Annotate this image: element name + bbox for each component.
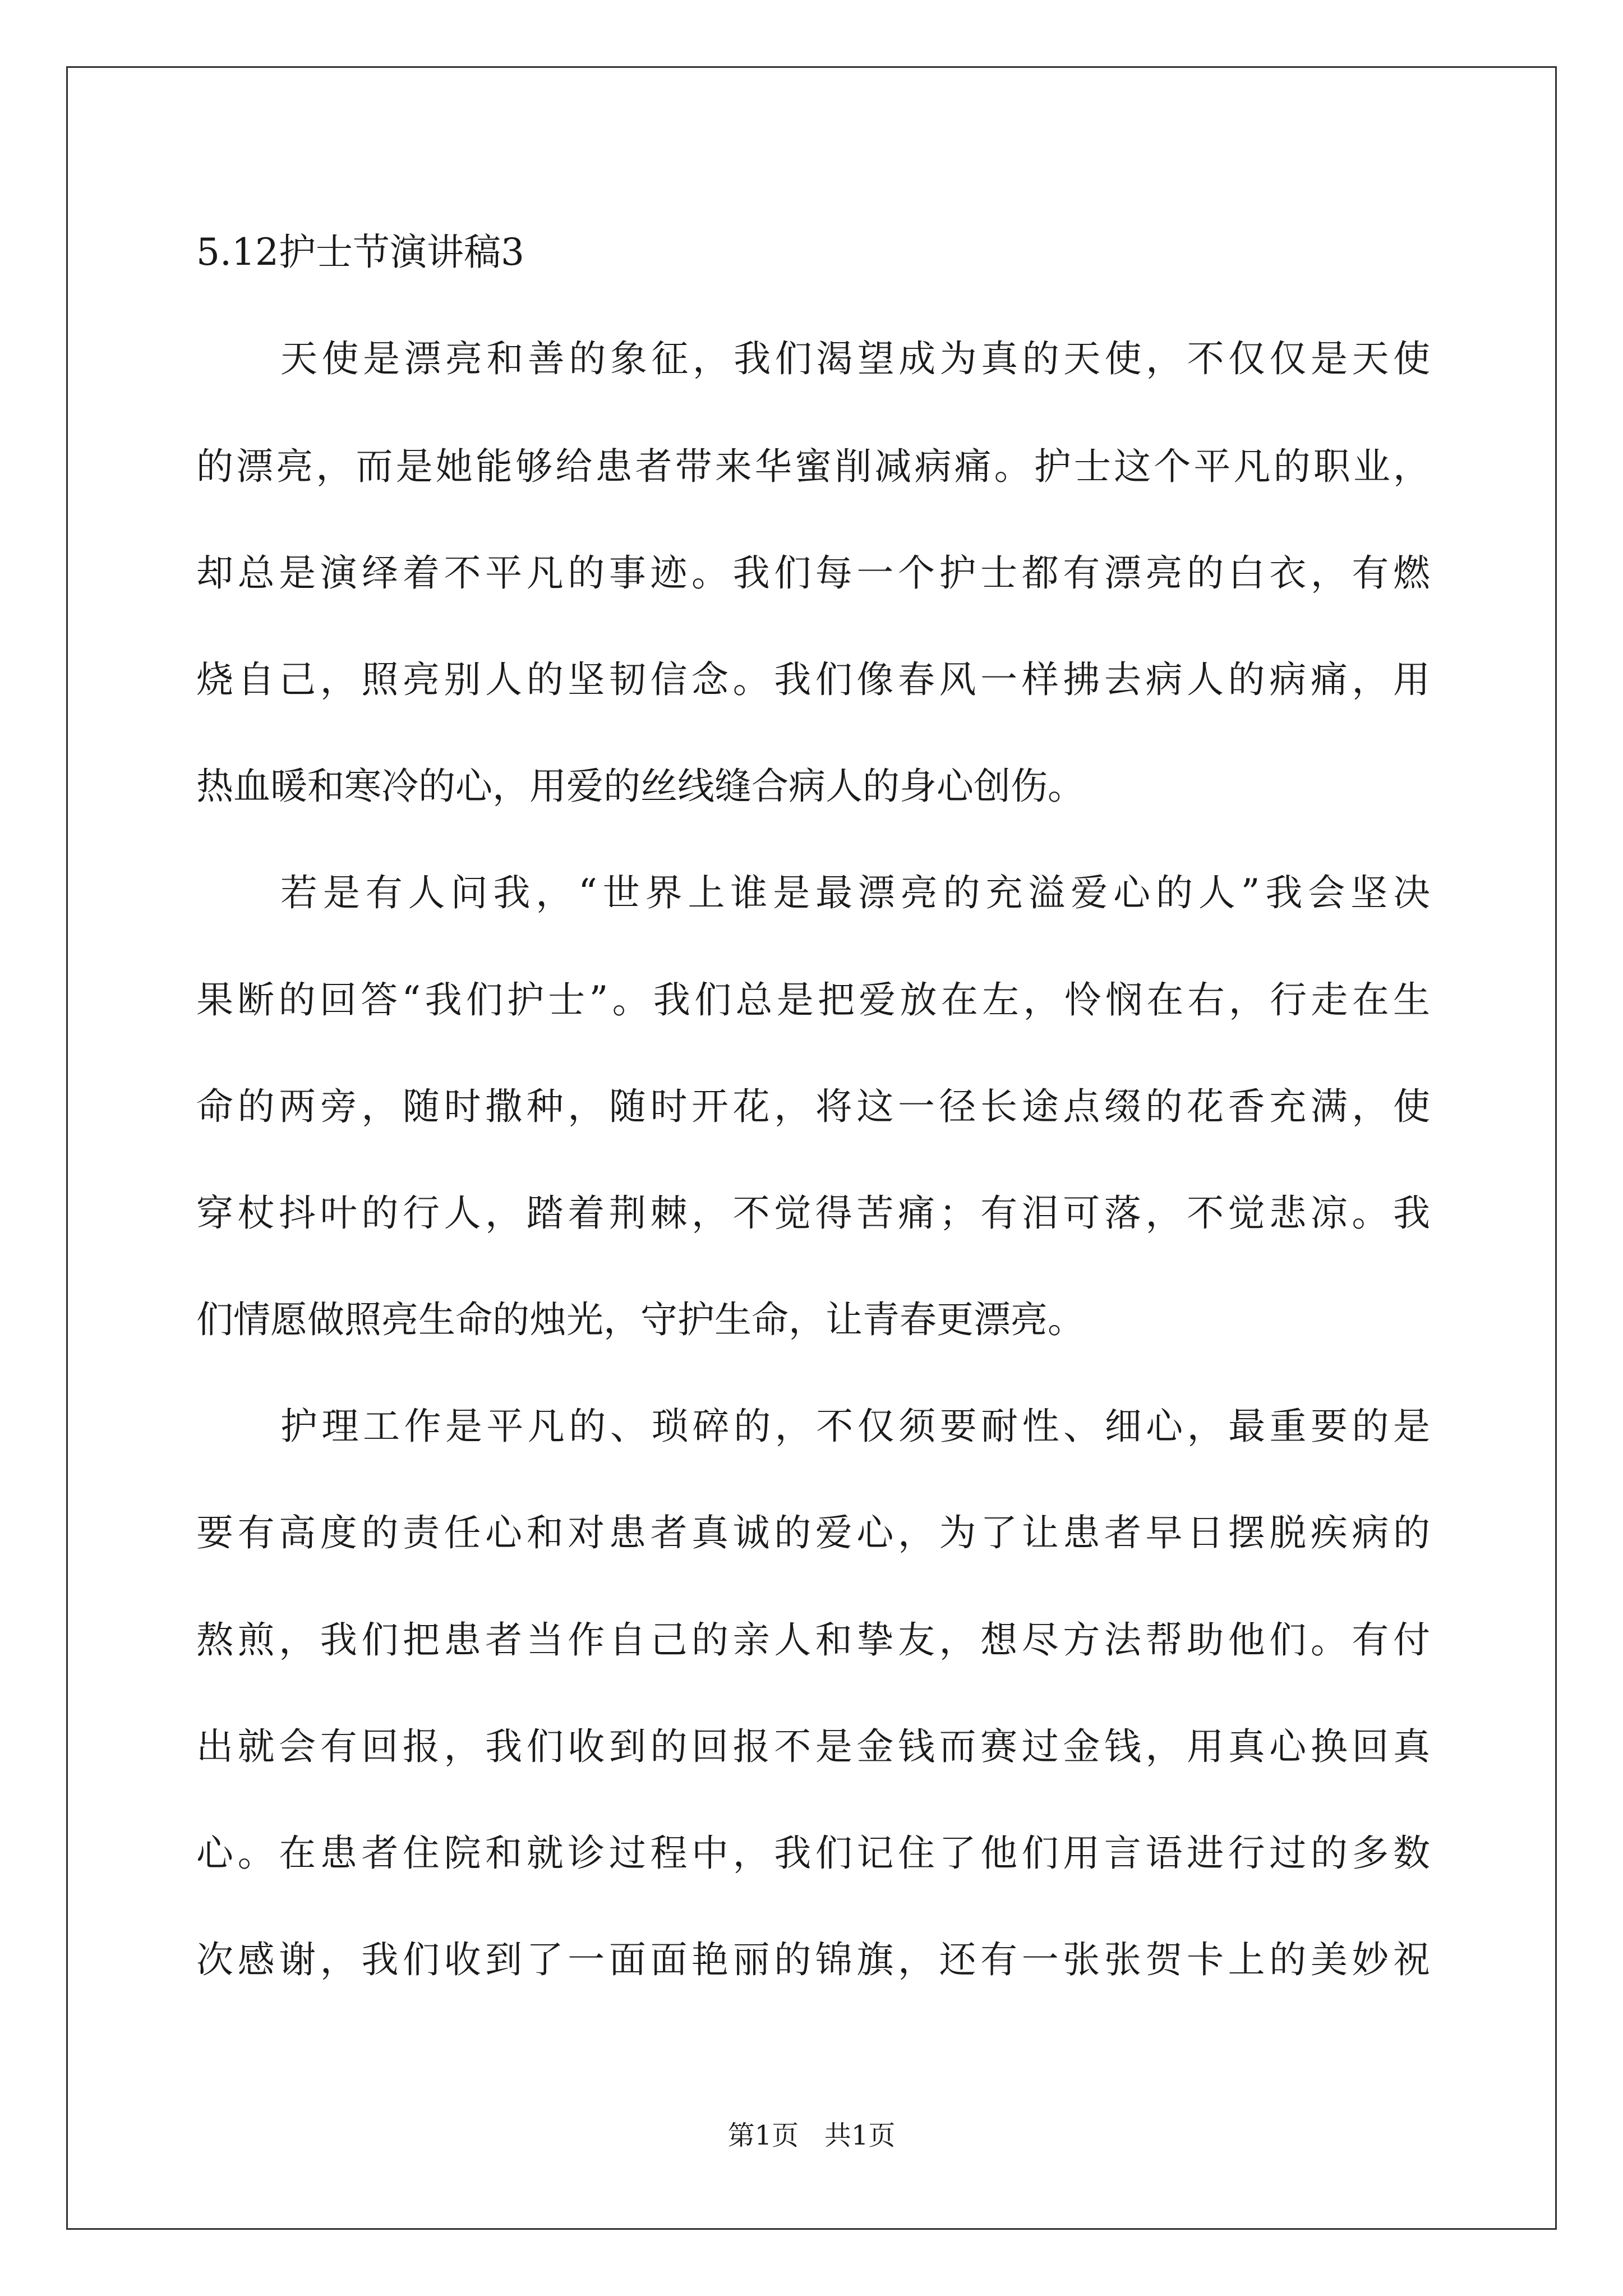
text-line: 护理工作是平凡的、琐碎的，不仅须要耐性、细心，最重要的是 xyxy=(280,1405,1430,1448)
text-line: 的漂亮，而是她能够给患者带来华蜜削减病痛。护士这个平凡的职业， xyxy=(196,445,1430,488)
text-line: 若是有人问我，“世界上谁是最漂亮的充溢爱心的人”我会坚决 xyxy=(280,871,1430,914)
text-line: 却总是演绎着不平凡的事迹。我们每一个护士都有漂亮的白衣，有燃 xyxy=(196,551,1430,595)
text-line: 天使是漂亮和善的象征，我们渴望成为真的天使，不仅仅是天使 xyxy=(280,337,1430,380)
document-title: 5.12护士节演讲稿3 xyxy=(196,231,524,274)
page-number-footer: 第1页 共1页 xyxy=(727,2120,896,2151)
text-line: 熬煎，我们把患者当作自己的亲人和挚友，想尽方法帮助他们。有付 xyxy=(196,1618,1430,1662)
text-line: 烧自己，照亮别人的坚韧信念。我们像春风一样拂去病人的病痛，用 xyxy=(196,658,1430,701)
text-line: 心。在患者住院和就诊过程中，我们记住了他们用言语进行过的多数 xyxy=(196,1832,1430,1875)
text-line: 热血暖和寒冷的心，用爱的丝线缝合病人的身心创伤。 xyxy=(196,765,1085,808)
text-line: 果断的回答“我们护士”。我们总是把爱放在左，怜悯在右，行走在生 xyxy=(196,978,1430,1022)
text-line: 出就会有回报，我们收到的回报不是金钱而赛过金钱，用真心换回真 xyxy=(196,1725,1430,1768)
text-line: 穿杖抖叶的行人，踏着荆棘，不觉得苦痛；有泪可落，不觉悲凉。我 xyxy=(196,1191,1430,1235)
text-line: 要有高度的责任心和对患者真诚的爱心，为了让患者早日摆脱疾病的 xyxy=(196,1511,1430,1554)
text-line: 次感谢，我们收到了一面面艳丽的锦旗，还有一张张贺卡上的美妙祝 xyxy=(196,1938,1430,1981)
page-border xyxy=(66,66,1557,2230)
text-line: 命的两旁，随时撒种，随时开花，将这一径长途点缀的花香充满，使 xyxy=(196,1085,1430,1128)
text-line: 们情愿做照亮生命的烛光，守护生命，让青春更漂亮。 xyxy=(196,1298,1085,1341)
